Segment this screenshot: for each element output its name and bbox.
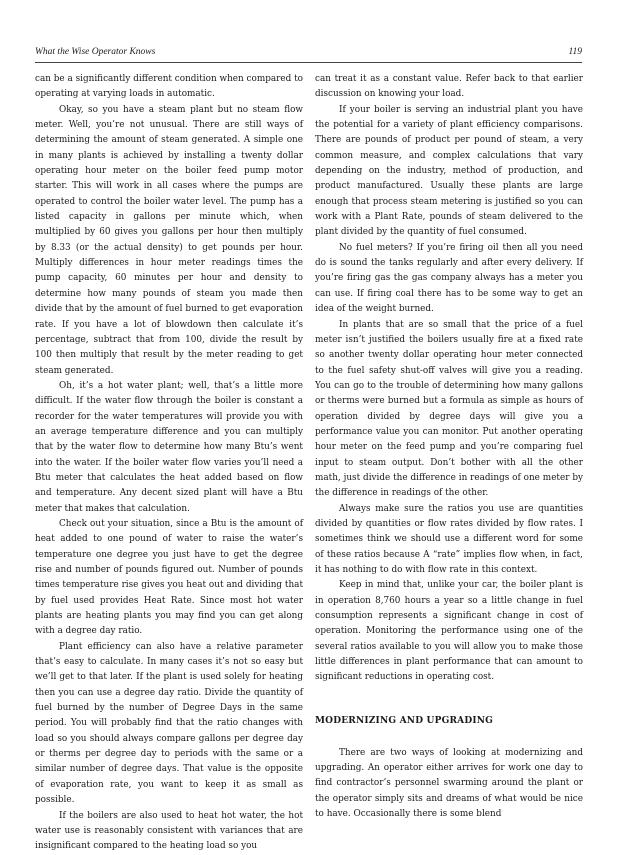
paragraph: Always make sure the ratios you use are quantities divided by quantities or flow rates divided by flow rates. I sometimes think we should use a different word for some of these ratios because A “rate” implies flow when, in fact, it has nothing to do with flow rate in this context. [315, 503, 583, 575]
running-header [35, 47, 582, 61]
running-title: What the Wise Operator Knows [35, 47, 156, 57]
section-heading: MODERNIZING AND UPGRADING [315, 715, 494, 726]
paragraph: Check out your situation, since a Btu is the amount of heat added to one pound of water to raise the water’s temperature one degree you just have to get the degree rise and number of pounds figured out. Number of pounds times temperature rise gives you heat out and dividing that by fuel used provides Heat Rate. Since most hot water plants are heating plants you may find you can get along with a degree day ratio. [35, 518, 303, 637]
paragraph: Oh, it’s a hot water plant; well, that’s a little more difficult. If the water flow through the boiler is constant a recorder for the water temperatures will provide you with an average temperature difference and you can multiply that by the water flow to determine how many Btu’s went into the water. If the boiler water flow varies you’ll need a Btu meter that calculates the heat added based on flow and temperature. Any decent sized plant will have a Btu meter that makes that calculation. [35, 380, 303, 514]
paragraph: In plants that are so small that the price of a fuel meter isn’t justified the boilers usually fire at a fixed rate so another twenty dollar operating hour meter connected to the fuel safety shut-off valves will give you a reading. You can go to the trouble of determining how many gallons or therms were burned but a formula as simple as hours of operation divided by degree days will give you a performance value you can monitor. Put another operating hour meter on the feed pump and you’re comparing fuel input to steam output. Don’t bother with all the other math, just divide the difference in readings of one meter by the difference in readings of the other. [315, 319, 583, 499]
paragraph: There are two ways of looking at modernizing and upgrading. An operator either arrives for work one day to find contractor’s personnel swarming around the plant or the operator simply sits and dreams of what would be nice to have. Occasionally there is some blend [315, 747, 583, 820]
paragraph: can be a significantly different condition when compared to operating at varying loads in automatic. [35, 74, 303, 100]
paragraph: If your boiler is serving an industrial plant you have the potential for a variety of plant efficiency comparisons. There are pounds of product per pound of steam, a very common measure, and complex calculations that vary depending on the industry, method of production, and product manufactured. Usually these plants are large enough that process steam metering is justified so you can work with a Plant Rate, pounds of steam delivered to the plant divided by the quantity of fuel consumed. [315, 104, 583, 238]
paragraph: Plant efficiency can also have a relative parameter that’s easy to calculate. In many cases it’s not so easy but we’ll get to that later. If the plant is used solely for heating then you can use a degree day ratio. Divide the quantity of fuel burned by the number of Degree Days in the same period. You will probably find that the ratio changes with load so you should always compare gallons per degree day or therms per degree day to periods with the same or a similar number of degree days. That value is the opposite of evaporation rate, you want to keep it as small as possible. [35, 641, 303, 806]
right-column [315, 72, 583, 822]
paragraph: Keep in mind that, unlike your car, the boiler plant is in operation 8,760 hours a year so a little change in fuel consumption represents a significant change in cost of operation. Monitoring the performance using one of the several ratios available to you will allow you to make those little differences in plant performance that can amount to significant reductions in operating cost. [315, 580, 583, 683]
paragraph: Okay, so you have a steam plant but no steam flow meter. Well, you’re not unusual. There are still ways of determining the amount of steam generated. A simple one in many plants is achieved by installing a twenty dollar operating hour meter on the boiler feed pump motor starter. This will work in all cases where the pumps are operated to control the boiler water level. The pump has a listed capacity in gallons per minute which, when multiplied by 60 gives you gallons per hour then multiply by 8.33 (or the actual density) to get pounds per hour. Multiply differences in hour meter readings times the pump capacity, 60 minutes per hour and density to determine how many pounds of steam you made then divide that by the amount of fuel burned to get evaporation rate. If you have a lot of blowdown then calculate it’s percentage, subtract that from 100, divide the result by 100 then multiply that result by the meter reading to get steam generated. [35, 104, 303, 376]
page-number: 119 [568, 47, 582, 57]
left-column [35, 72, 303, 855]
paragraph: No fuel meters? If you’re firing oil then all you need do is sound the tanks regularly and after every delivery. If you’re firing gas the gas company always has a meter you can use. If firing coal there has to be some way to get an idea of the weight burned. [315, 242, 583, 315]
paragraph: If the boilers are also used to heat hot water, the hot water use is reasonably consistent with variances that are insignificant compared to the heating load so you [35, 810, 303, 852]
header-rule [35, 62, 582, 63]
paragraph: can treat it as a constant value. Refer back to that earlier discussion on knowing your load. [315, 74, 583, 100]
